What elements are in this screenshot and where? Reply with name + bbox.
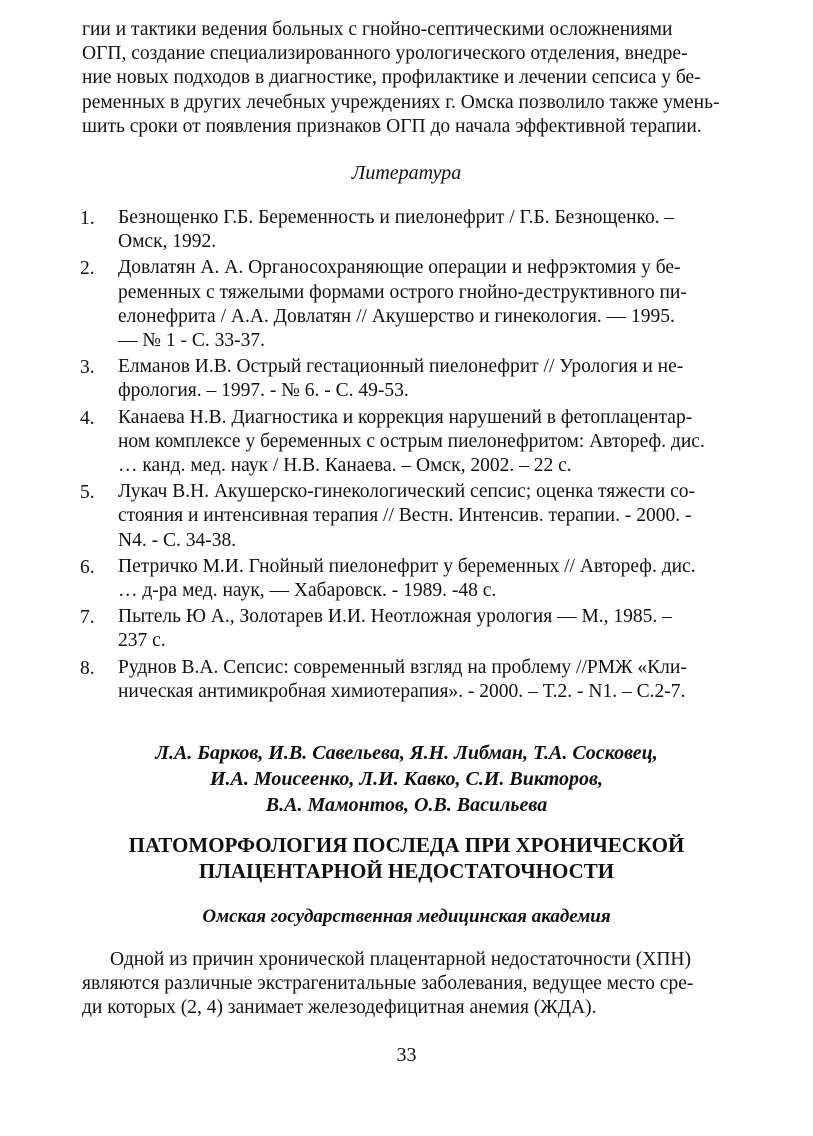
intro-line: гии и тактики ведения больных с гнойно-септическими осложнениями	[82, 19, 673, 40]
reference-line: Канаева Н.В. Диагностика и коррекция нарушений в фетоплацентар-	[118, 406, 693, 428]
reference-line: елонефрита / А.А. Довлатян // Акушерство и гинекология. — 1995.	[118, 305, 675, 327]
reference-number: 2.	[80, 258, 95, 280]
article-title-line: ПАТОМОРФОЛОГИЯ ПОСЛЕДА ПРИ ХРОНИЧЕСКОЙ	[128, 833, 685, 857]
reference-line: — № 1 - С. 33-37.	[118, 330, 265, 352]
reference-line: ническая антимикробная химиотерапия». - 2000. – Т.2. - N1. – С.2-7.	[118, 680, 686, 702]
intro-line: шить сроки от появления признаков ОГП до начала эффективной терапии.	[82, 115, 702, 137]
reference-line: Омск, 1992.	[118, 231, 217, 253]
reference-item	[80, 555, 750, 603]
reference-line: Елманов И.В. Острый гестационный пиелонефрит // Урология и не-	[118, 356, 684, 378]
reference-line: 237 с.	[118, 630, 166, 652]
article-title	[0, 832, 813, 884]
literature-heading: Литература	[351, 162, 462, 184]
reference-line: N4. - С. 34-38.	[118, 529, 237, 551]
reference-item	[80, 480, 750, 553]
reference-line: Руднов В.А. Сепсис: современный взгляд на проблему //РМЖ «Кли-	[118, 656, 687, 678]
body-line: Одной из причин хронической плацентарной недостаточности (ХПН)	[110, 949, 691, 970]
article-title-line: ПЛАЦЕНТАРНОЙ НЕДОСТАТОЧНОСТИ	[198, 859, 615, 883]
reference-item	[80, 406, 750, 479]
reference-line: ременных с тяжелыми формами острого гнойно-деструктивного пи-	[118, 281, 687, 303]
body-paragraph	[82, 948, 742, 1021]
intro-line: ОГП, создание специализированного урологического отделения, внедре-	[82, 43, 688, 65]
intro-line: ние новых подходов в диагностике, профилактике и лечении сепсиса у бе-	[82, 67, 701, 89]
reference-line: Лукач В.Н. Акушерско-гинекологический сепсис; оценка тяжести со-	[118, 481, 695, 503]
reference-number: 1.	[80, 208, 95, 229]
reference-number: 6.	[80, 556, 95, 578]
reference-list	[80, 206, 750, 706]
reference-line: Петричко М.И. Гнойный пиелонефрит у беременных // Автореф. дис.	[118, 555, 696, 577]
body-line: ди которых (2, 4) занимает железодефицитная анемия (ЖДА).	[82, 997, 597, 1019]
reference-item	[80, 206, 750, 254]
reference-number: 4.	[80, 407, 95, 429]
intro-paragraph	[82, 18, 742, 139]
authors-line: В.А. Мамонтов, О.В. Васильева	[265, 794, 548, 816]
authors-block	[0, 740, 813, 818]
authors-line: Л.А. Барков, И.В. Савельева, Я.Н. Либман, Т.А. Сосковец,	[155, 742, 658, 764]
reference-line: стояния и интенсивная терапия // Вестн. Интенсив. терапии. - 2000. -	[118, 505, 692, 527]
authors-line: И.А. Моисеенко, Л.И. Кавко, С.И. Викторов,	[210, 768, 603, 790]
reference-item	[80, 656, 750, 704]
reference-number: 3.	[80, 357, 95, 379]
reference-item	[80, 605, 750, 653]
reference-line: Безнощенко Г.Б. Беременность и пиелонефрит / Г.Б. Безнощенко. –	[118, 207, 675, 228]
page-number: 33	[396, 1044, 417, 1066]
body-line: являются различные экстрагенитальные заболевания, ведущее место сре-	[82, 973, 694, 995]
reference-line: Довлатян А. А. Органосохраняющие операции и нефрэктомия у бе-	[118, 257, 681, 279]
reference-line: Пытель Ю А., Золотарев И.И. Неотложная урология — М., 1985. –	[118, 606, 672, 628]
reference-number: 5.	[80, 482, 95, 504]
reference-item	[80, 355, 750, 403]
intro-line: ременных в других лечебных учреждениях г. Омска позволило также умень-	[82, 91, 720, 113]
reference-number: 7.	[80, 607, 95, 629]
reference-line: … канд. мед. наук / Н.В. Канаева. – Омск, 2002. – 22 с.	[118, 455, 572, 477]
reference-line: … д-ра мед. наук, — Хабаровск. - 1989. -48 с.	[118, 580, 497, 602]
affiliation: Омская государственная медицинская академия	[202, 906, 611, 927]
reference-number: 8.	[80, 657, 95, 679]
reference-line: ном комплексе у беременных с острым пиелонефритом: Автореф. дис.	[118, 430, 705, 452]
reference-line: фрология. – 1997. - № 6. - С. 49-53.	[118, 380, 409, 402]
reference-item	[80, 256, 750, 353]
